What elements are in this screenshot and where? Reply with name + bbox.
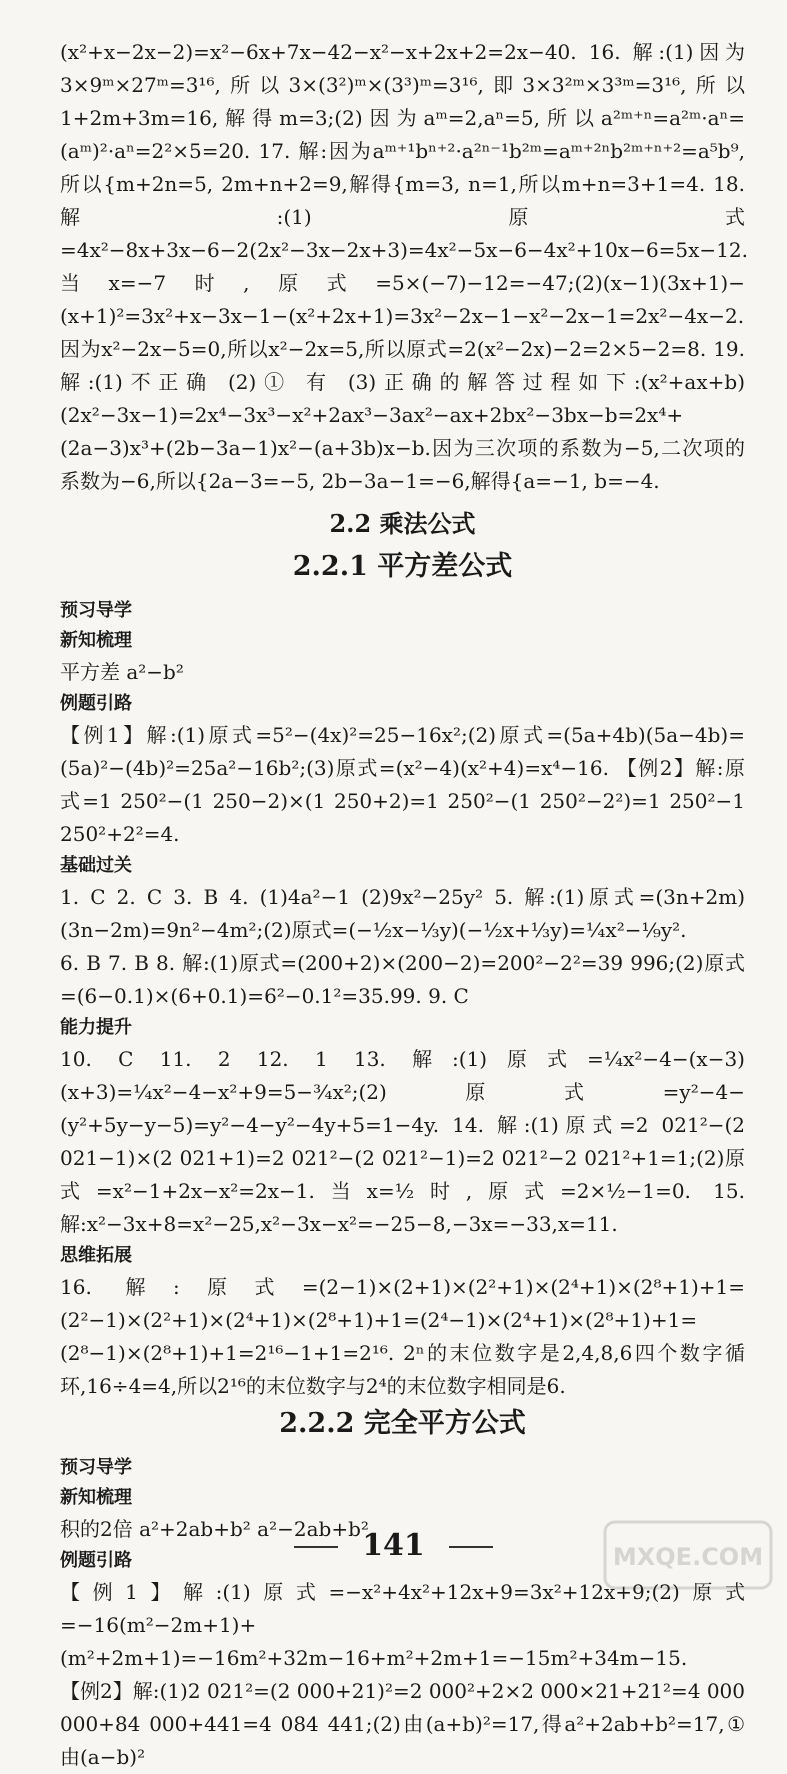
text-paragraph: 1. C 2. C 3. B 4. (1)4a²−1 (2)9x²−25y² 5. 解:(1)原式=(3n+2m)(3n−2m)=9n²−4m²;(2)原式=(−½x−⅓y)(−½x+⅓y)=¼x²−⅑y². [60,885,745,942]
footer-dash-right [449,1546,493,1548]
text-paragraph: 16. 解:原式=(2−1)×(2+1)×(2²+1)×(2⁴+1)×(2⁸+1)+1=(2²−1)×(2²+1)×(2⁴+1)×(2⁸+1)+1=(2⁴−1)×(2⁴+1)×(2⁸+1)+1=(2⁸−1)×(2⁸+1)+1=2¹⁶−1+1=2¹⁶. 2ⁿ的末位数字是2,4,8,6四个数字循环,16÷4=4,所以2¹⁶的末位数字与2⁴的末位数字相同是6. [60,1275,745,1398]
footer-dash-left [294,1546,338,1548]
section-label: 新知梳理 [60,630,132,651]
section-label: 例题引路 [60,1550,132,1571]
section-label: 基础过关 [60,855,132,876]
text-paragraph: 【例1】解:(1)原式=5²−(4x)²=25−16x²;(2)原式=(5a+4b)(5a−4b)=(5a)²−(4b)²=25a²−16b²;(3)原式=(x²−4)(x²+4)=x⁴−16. 【例2】解:原式=1 250²−(1 250−2)×(1 250+2)=1 250²−(1 250²−2²)=1 250²−1 250²+2²=4. [60,723,745,846]
watermark-logo [603,1520,773,1590]
section-title: 2.2 乘法公式 [329,509,476,538]
text-paragraph: 平方差 a²−b² [60,660,184,684]
section-label: 例题引路 [60,693,132,714]
text-paragraph: 【例2】解:(1)2 021²=(2 000+21)²=2 000²+2×2 000×21+21²=4 000 000+84 000+441=4 084 441;(2)由(a+b)²=17,得a²+2ab+b²=17,① 由(a−b)² [60,1679,745,1769]
section-label: 新知梳理 [60,1487,132,1508]
answer-content [60,36,748,1774]
section-label: 预习导学 [60,600,132,621]
section-label: 能力提升 [60,1017,132,1038]
section-label: 思维拓展 [60,1245,132,1266]
text-paragraph: (x²+x−2x−2)=x²−6x+7x−42−x²−x+2x+2=2x−40. 16. 解:(1)因为3×9ᵐ×27ᵐ=3¹⁶,所以3×(3²)ᵐ×(3³)ᵐ=3¹⁶,即3×3²ᵐ×3³ᵐ=3¹⁶,所以1+2m+3m=16,解得m=3;(2)因为aᵐ=2,aⁿ=5,所以a²ᵐ⁺ⁿ=a²ᵐ·aⁿ=(aᵐ)²·aⁿ=2²×5=20. 17. 解:因为aᵐ⁺¹bⁿ⁺²·a²ⁿ⁻¹b²ᵐ=aᵐ⁺²ⁿb²ᵐ⁺ⁿ⁺²=a⁵b⁹,所以{m+2n=5, 2m+n+2=9,解得{m=3, n=1,所以m+n=3+1=4. 18. 解:(1)原式=4x²−8x+3x−6−2(2x²−3x−2x+3)=4x²−5x−6−4x²+10x−6=5x−12.当x=−7时,原式=5×(−7)−12=−47;(2)(x−1)(3x+1)−(x+1)²=3x²+x−3x−1−(x²+2x+1)=3x²−2x−1−x²−2x−1=2x²−4x−2.因为x²−2x−5=0,所以x²−2x=5,所以原式=2(x²−2x)−2=2×5−2=8. 19. 解:(1)不正确 (2)① 有 (3)正确的解答过程如下:(x²+ax+b)(2x²−3x−1)=2x⁴−3x³−x²+2ax³−3ax²−ax+2bx²−3bx−b=2x⁴+(2a−3)x³+(2b−3a−1)x²−(a+3b)x−b.因为三次项的系数为−5,二次项的系数为−6,所以{2a−3=−5, 2b−3a−1=−6,解得{a=−1, b=−4. [60,40,748,493]
section-label: 预习导学 [60,1457,132,1478]
subsection-title: 2.2.1 平方差公式 [292,551,513,582]
text-paragraph: 6. B 7. B 8. 解:(1)原式=(200+2)×(200−2)=200²−2²=39 996;(2)原式=(6−0.1)×(6+0.1)=6²−0.1²=35.99. 9. C [60,951,745,1008]
text-paragraph: 10. C 11. 2 12. 1 13. 解:(1)原式=¼x²−4−(x−3)(x+3)=¼x²−4−x²+9=5−¾x²;(2)原式=y²−4−(y²+5y−y−5)=y²−4−y²−4y+5=1−4y. 14. 解:(1)原式=2 021²−(2 021−1)×(2 021+1)=2 021²−(2 021²−1)=2 021²−2 021²+1=1;(2)原式=x²−1+2x−x²=2x−1.当x=½时,原式=2×½−1=0. 15. 解:x²−3x+8=x²−25,x²−3x−x²=−25−8,−3x=−33,x=11. [60,1047,745,1236]
text-paragraph: 积的2倍 a²+2ab+b² a²−2ab+b² [60,1517,369,1541]
subsection-title: 2.2.2 完全平方公式 [279,1408,526,1439]
text-paragraph: 【例1】解:(1)原式=−x²+4x²+12x+9=3x²+12x+9;(2)原式=−16(m²−2m+1)+(m²+2m+1)=−16m²+32m−16+m²+2m+1=−15m²+34m−15. [60,1580,745,1670]
page-number: 141 [362,1528,425,1563]
watermark-text: MXQE.COM [612,1543,764,1571]
